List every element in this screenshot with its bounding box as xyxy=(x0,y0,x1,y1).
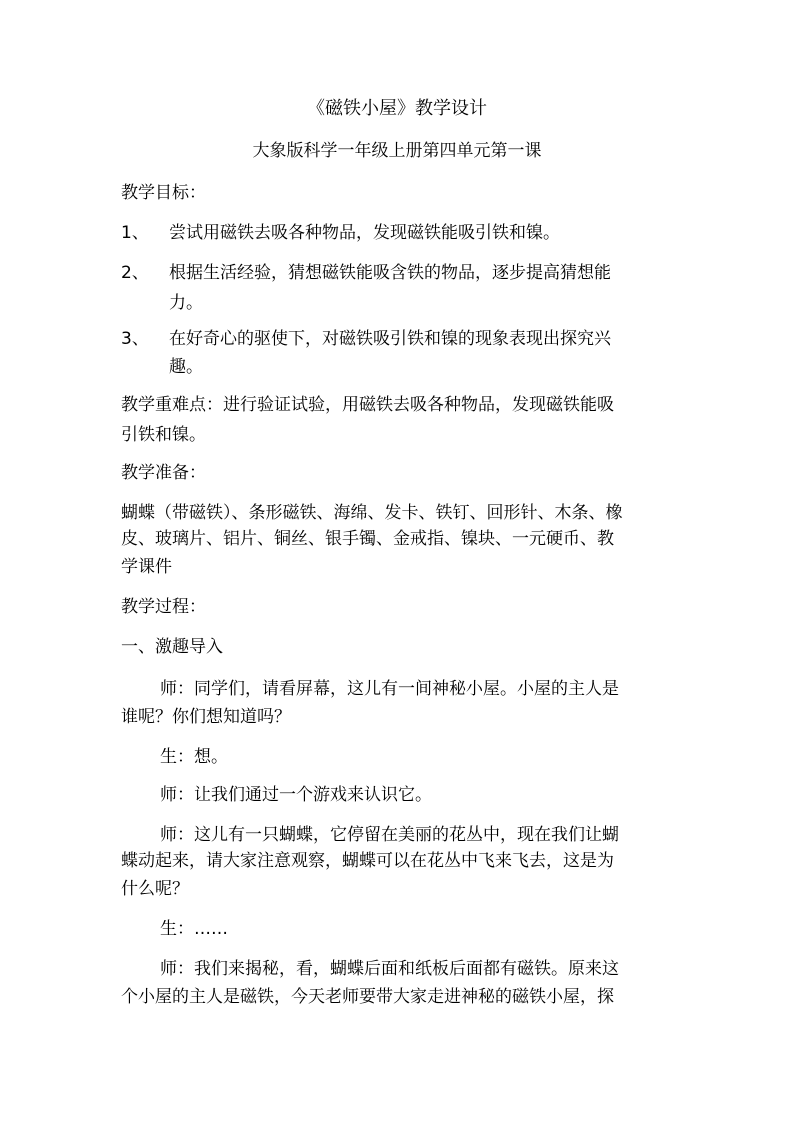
key-points: 引铁和镍。 xyxy=(121,425,206,445)
dialogue-line: 师：让我们通过一个游戏来认识它。 xyxy=(160,785,432,805)
prep-heading: 教学准备： xyxy=(121,463,206,483)
prep-materials: 学课件 xyxy=(121,557,172,577)
objectives-heading: 教学目标： xyxy=(121,183,206,203)
dialogue-line: 师：这儿有一只蝴蝶，它停留在美丽的花丛中，现在我们让蝴 xyxy=(160,825,619,845)
prep-materials: 蝴蝶（带磁铁）、条形磁铁、海绵、发卡、铁钉、回形针、木条、橡 xyxy=(121,503,623,523)
dialogue-line: 蝶动起来，请大家注意观察，蝴蝶可以在花丛中飞来飞去，这是为 xyxy=(121,851,614,871)
objective-text: 力。 xyxy=(169,293,203,313)
dialogue-line: 谁呢？你们想知道吗？ xyxy=(121,707,291,727)
process-heading: 教学过程： xyxy=(121,597,206,617)
objective-text: 尝试用磁铁去吸各种物品，发现磁铁能吸引铁和镍。 xyxy=(169,223,560,243)
document-title: 《磁铁小屋》教学设计 xyxy=(307,98,487,119)
document-subtitle: 大象版科学一年级上册第四单元第一课 xyxy=(252,141,542,161)
dialogue-line: 什么呢？ xyxy=(121,879,189,899)
objective-text: 趣。 xyxy=(169,357,203,377)
objective-number: 1、 xyxy=(121,223,149,243)
objective-number: 2、 xyxy=(121,263,149,283)
dialogue-line: 师：同学们，请看屏幕，这儿有一间神秘小屋。小屋的主人是 xyxy=(160,679,619,699)
dialogue-line: 师：我们来揭秘，看，蝴蝶后面和纸板后面都有磁铁。原来这 xyxy=(160,959,619,979)
prep-materials: 皮、玻璃片、铝片、铜丝、银手镯、金戒指、镍块、一元硬币、教 xyxy=(121,529,614,549)
key-points: 教学重难点：进行验证试验，用磁铁去吸各种物品，发现磁铁能吸 xyxy=(121,395,614,415)
dialogue-line: 生：…… xyxy=(160,919,228,939)
dialogue-line: 个小屋的主人是磁铁，今天老师要带大家走进神秘的磁铁小屋，探 xyxy=(121,987,614,1007)
section-heading: 一、激趣导入 xyxy=(121,637,223,657)
dialogue-line: 生：想。 xyxy=(160,747,228,767)
objective-text: 根据生活经验，猜想磁铁能吸含铁的物品，逐步提高猜想能 xyxy=(169,263,611,283)
objective-number: 3、 xyxy=(121,329,149,349)
objective-text: 在好奇心的驱使下，对磁铁吸引铁和镍的现象表现出探究兴 xyxy=(169,329,611,349)
